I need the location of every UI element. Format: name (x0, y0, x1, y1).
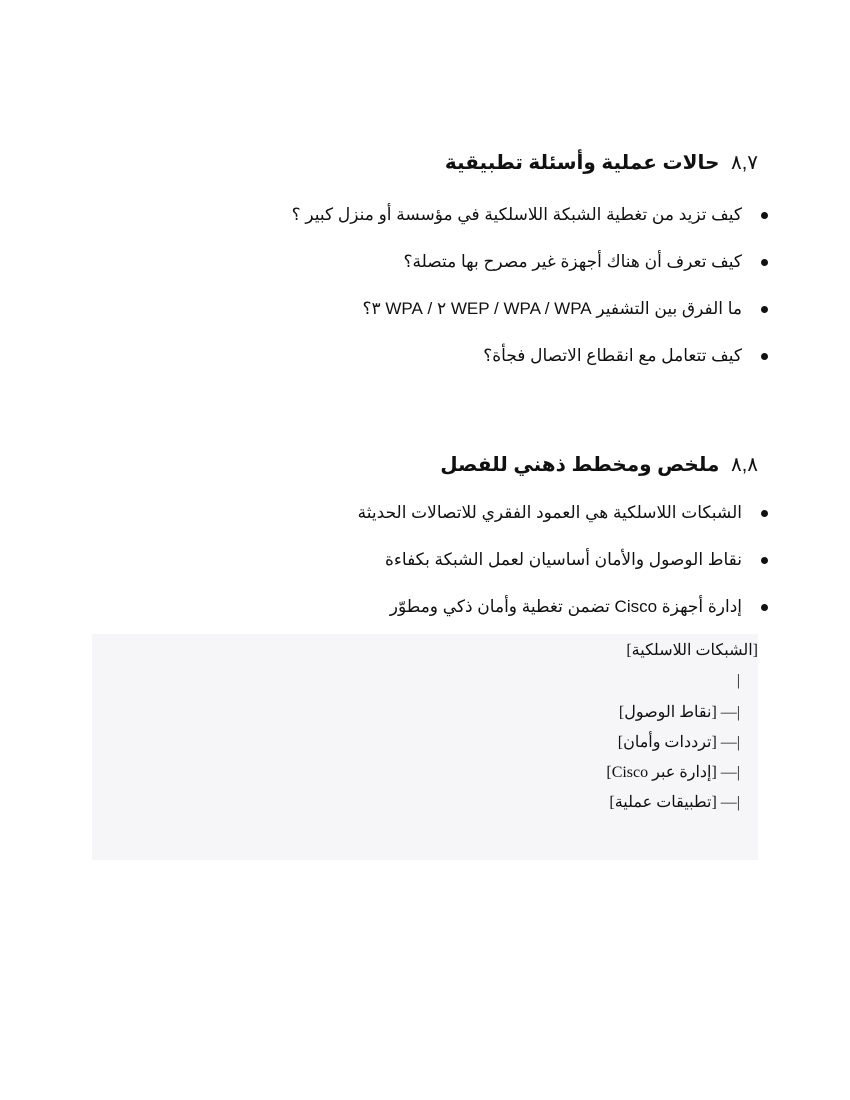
list-item (292, 202, 742, 249)
list-item (292, 249, 742, 296)
questions-list (292, 202, 742, 390)
list-item-text: كيف تزيد من تغطية الشبكة اللاسلكية في مؤسسة أو منزل كبير ؟ (291, 205, 742, 224)
list-item-text: كيف تتعامل مع انقطاع الاتصال فجأة؟ (483, 346, 742, 365)
branch-connector: |— (720, 734, 740, 751)
bullet-icon (761, 212, 768, 219)
bullet-icon (761, 510, 768, 517)
bullet-icon (761, 557, 768, 564)
branch-label: [نقاط الوصول] (618, 704, 717, 721)
summary-list (358, 500, 742, 641)
section-title: حالات عملية وأسئلة تطبيقية (444, 152, 720, 174)
mind-map-branch (618, 732, 740, 752)
branch-label: [ترددات وأمان] (617, 734, 717, 751)
list-item (292, 296, 742, 343)
branch-connector: |— (720, 704, 740, 721)
mind-map-block (92, 634, 758, 860)
list-item-text: إدارة أجهزة Cisco تضمن تغطية وأمان ذكي ومطوّر (389, 597, 742, 616)
branch-connector: |— (720, 764, 740, 781)
section-heading-8-7 (445, 150, 758, 175)
section-number: ٨,٧ (730, 152, 758, 174)
mind-map-trunk: | (736, 672, 740, 689)
list-item (292, 343, 742, 390)
mind-map-branch (606, 762, 740, 782)
section-heading-8-8 (440, 452, 758, 477)
mind-map-branch (609, 792, 740, 812)
list-item-text: ما الفرق بين التشفير WEP / WPA / WPA ٢ / WPA ٣؟ (362, 299, 742, 318)
branch-label: [تطبيقات عملية] (609, 794, 717, 811)
list-item-text: الشبكات اللاسلكية هي العمود الفقري للاتصالات الحديثة (357, 503, 742, 522)
section-title: ملخص ومخطط ذهني للفصل (440, 454, 720, 476)
list-item (358, 547, 742, 594)
mind-map-branch (619, 702, 740, 722)
list-item (358, 500, 742, 547)
mind-map-root: [الشبكات اللاسلكية] (626, 642, 758, 659)
branch-label: [إدارة عبر Cisco] (606, 764, 717, 781)
bullet-icon (761, 604, 768, 611)
list-item-text: كيف تعرف أن هناك أجهزة غير مصرح بها متصلة؟ (403, 252, 742, 271)
bullet-icon (761, 306, 768, 313)
list-item-text: نقاط الوصول والأمان أساسيان لعمل الشبكة بكفاءة (385, 550, 742, 569)
bullet-icon (761, 259, 768, 266)
branch-connector: |— (720, 794, 740, 811)
bullet-icon (761, 353, 768, 360)
section-number: ٨,٨ (730, 454, 758, 476)
